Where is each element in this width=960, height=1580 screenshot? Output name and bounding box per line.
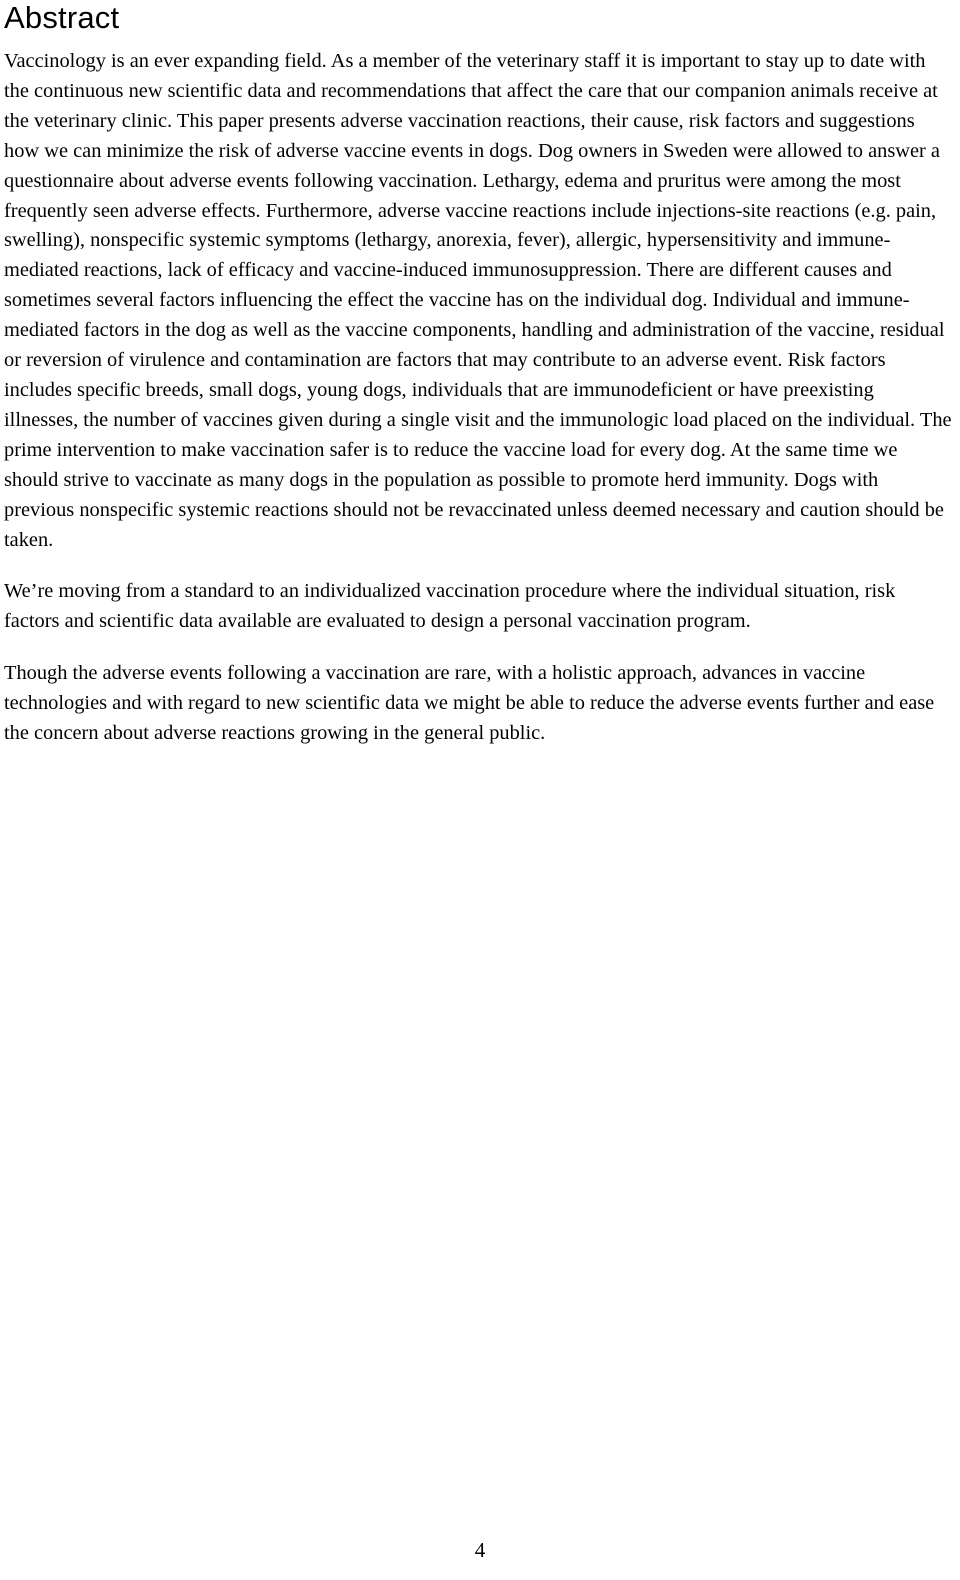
paragraph-2: We’re moving from a standard to an individualized vaccination procedure where the individual situation, risk factors and scientific data available are evaluated to design a personal vaccination program.: [4, 580, 896, 633]
abstract-body: [4, 47, 952, 771]
paragraph-1: Vaccinology is an ever expanding field. As a member of the veterinary staff it is important to stay up to date with the continuous new scientific data and recommendations that affect the care that our companion animals receive at the veterinary clinic. This paper presents adverse vaccination reactions, their cause, risk factors and suggestions how we can minimize the risk of adverse vaccine events in dogs. Dog owners in Sweden were allowed to answer a questionnaire about adverse events following vaccination. Lethargy, edema and pruritus were among the most frequently seen adverse effects. Furthermore, adverse vaccine reactions include injections-site reactions (e.g. pain, swelling), nonspecific systemic symptoms (lethargy, anorexia, fever), allergic, hypersensitivity and immune-mediated reactions, lack of efficacy and vaccine-induced immunosuppression. There are different causes and sometimes several factors influencing the effect the vaccine has on the individual dog. Individual and immune-mediated factors in the dog as well as the vaccine components, handling and administration of the vaccine, residual or reversion of virulence and contamination are factors that may contribute to an adverse event. Risk factors includes specific breeds, small dogs, young dogs, individuals that are immunodeficient or have preexisting illnesses, the number of vaccines given during a single visit and the immunologic load placed on the individual. The prime intervention to make vaccination safer is to reduce the vaccine load for every dog. At the same time we should strive to vaccinate as many dogs in the population as possible to promote herd immunity. Dogs with previous nonspecific systemic reactions should not be revaccinated unless deemed necessary and caution should be taken.: [4, 50, 952, 551]
page-number: 4: [474, 1538, 486, 1562]
paragraph-3: Though the adverse events following a vaccination are rare, with a holistic approach, advances in vaccine technologies and with regard to new scientific data we might be able to reduce the adverse events further and ease the concern about adverse reactions growing in the general public.: [4, 662, 935, 745]
section-heading: Abstract: [4, 0, 120, 35]
